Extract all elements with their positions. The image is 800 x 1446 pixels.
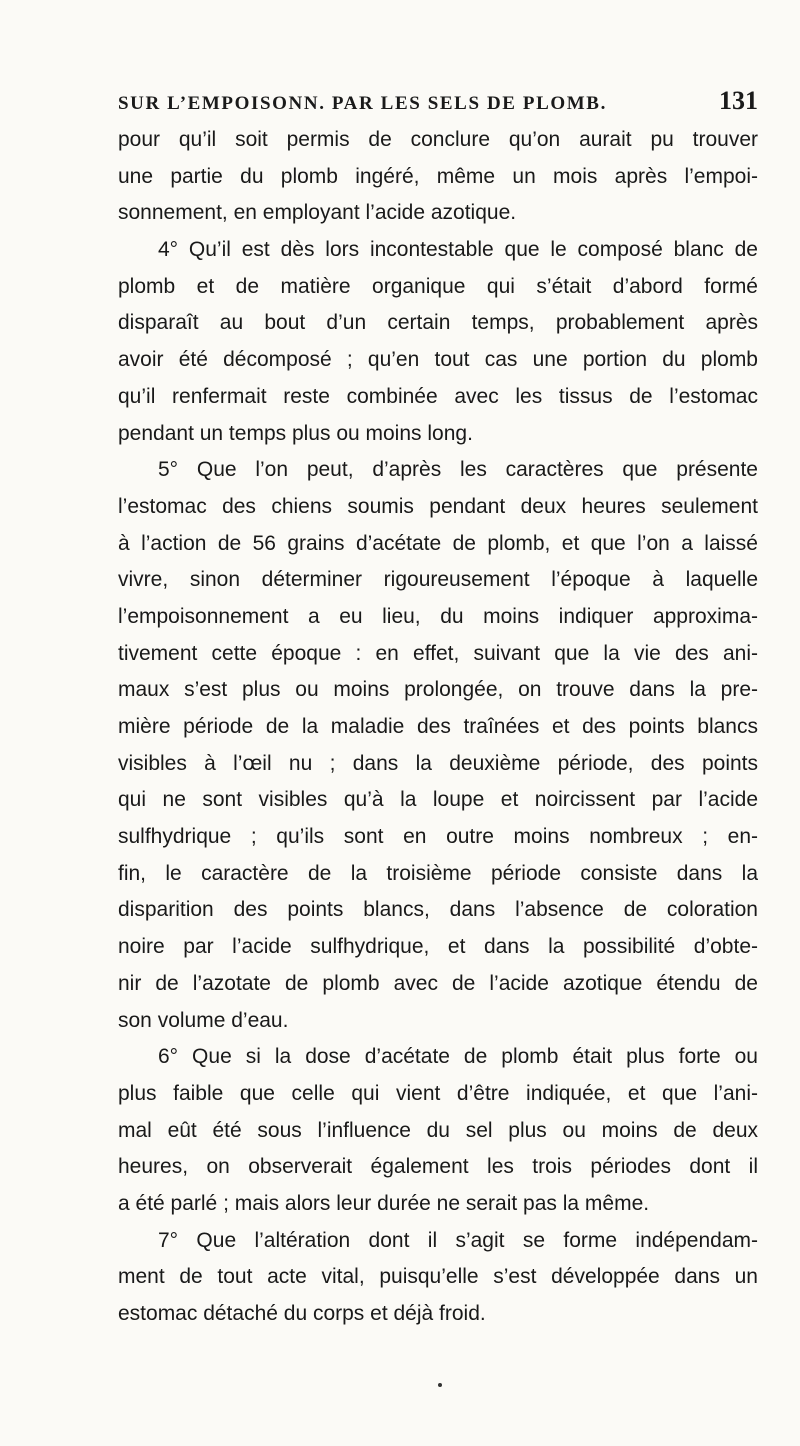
text-line: fin, le caractère de la troisième période consiste dans la: [118, 861, 758, 885]
text-line: mière période de la maladie des traînées et des points blancs: [118, 715, 758, 738]
text-line: pour qu’il soit permis de conclure qu’on aurait pu trouver: [118, 128, 758, 151]
text-line: avoir été décomposé ; qu’en tout cas une portion du plomb: [118, 348, 758, 372]
text-line: 4° Qu’il est dès lors incontestable que le composé blanc de: [158, 238, 758, 262]
text-line: pendant un temps plus ou moins long.: [118, 421, 473, 445]
text-line: à l’action de 56 grains d’acétate de plomb, et que l’on a laissé: [118, 531, 758, 555]
text-line: qu’il renfermait reste combinée avec les tissus de l’estomac: [118, 384, 758, 408]
text-line: sulfhydrique ; qu’ils sont en outre moins nombreux ; en-: [118, 825, 758, 849]
text-line: visibles à l’œil nu ; dans la deuxième période, des points: [118, 751, 758, 775]
text-line: a été parlé ; mais alors leur durée ne serait pas la même.: [118, 1191, 650, 1215]
page-number: 131: [719, 86, 758, 115]
text-line: maux s’est plus ou moins prolongée, on trouve dans la pre-: [118, 678, 758, 702]
text-line: nir de l’azotate de plomb avec de l’acide azotique étendu de: [118, 971, 758, 995]
text-line: ment de tout acte vital, puisqu’elle s’est développée dans un: [118, 1265, 758, 1289]
text-line: disparition des points blancs, dans l’absence de coloration: [118, 898, 758, 922]
text-line: estomac détaché du corps et déjà froid.: [118, 1302, 486, 1325]
text-line: sonnement, en employant l’acide azotique.: [118, 201, 517, 225]
text-line: tivement cette époque : en effet, suivant que la vie des ani-: [118, 641, 758, 665]
text-line: son volume d’eau.: [118, 1008, 289, 1032]
text-line: noire par l’acide sulfhydrique, et dans la possibilité d’obte-: [118, 935, 758, 959]
running-title: SUR L’EMPOISONN. PAR LES SELS DE PLOMB.: [118, 93, 607, 114]
body-text: [118, 122, 758, 1333]
text-line: l’estomac des chiens soumis pendant deux heures seulement: [118, 494, 758, 518]
text-line: plomb et de matière organique qui s’était d’abord formé: [118, 274, 758, 298]
text-line: plus faible que celle qui vient d’être indiquée, et que l’ani-: [118, 1081, 758, 1105]
text-line: l’empoisonnement a eu lieu, du moins indiquer approxima-: [118, 604, 758, 628]
running-head: [118, 86, 758, 120]
text-line: 5° Que l’on peut, d’après les caractères que présente: [158, 458, 758, 482]
text-line: 6° Que si la dose d’acétate de plomb était plus forte ou: [158, 1045, 758, 1069]
text-line: vivre, sinon déterminer rigoureusement l’époque à laquelle: [118, 568, 758, 592]
text-line: mal eût été sous l’influence du sel plus ou moins de deux: [118, 1118, 758, 1142]
text-line: qui ne sont visibles qu’à la loupe et noircissent par l’acide: [118, 788, 758, 812]
text-line: une partie du plomb ingéré, même un mois après l’empoi-: [118, 164, 758, 188]
ink-speck: [438, 1383, 442, 1387]
text-line: heures, on observerait également les trois périodes dont il: [118, 1155, 758, 1179]
text-line: disparaît au bout d’un certain temps, probablement après: [118, 311, 758, 335]
text-line: 7° Que l’altération dont il s’agit se forme indépendam-: [158, 1228, 758, 1252]
